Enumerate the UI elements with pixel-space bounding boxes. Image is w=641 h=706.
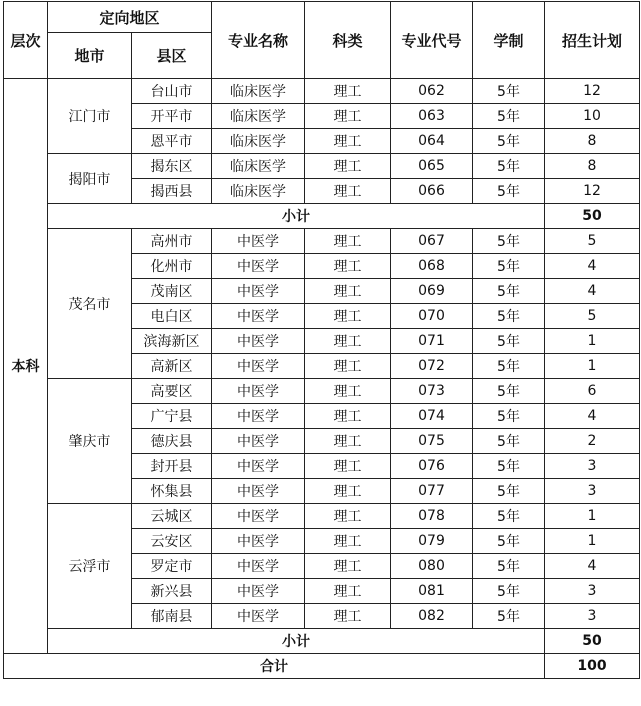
county-cell: 茂南区 <box>132 279 212 304</box>
category-cell: 理工 <box>305 504 391 529</box>
subtotal-row <box>4 204 640 229</box>
header-duration: 学制 <box>473 2 545 79</box>
major-cell: 中医学 <box>212 279 305 304</box>
header-major-code: 专业代号 <box>391 2 473 79</box>
county-cell: 高州市 <box>132 229 212 254</box>
code-cell: 068 <box>391 254 473 279</box>
major-cell: 中医学 <box>212 429 305 454</box>
county-cell: 高要区 <box>132 379 212 404</box>
category-cell: 理工 <box>305 154 391 179</box>
county-cell: 恩平市 <box>132 129 212 154</box>
table-body <box>4 79 640 679</box>
header-plan: 招生计划 <box>545 2 640 79</box>
major-cell: 中医学 <box>212 529 305 554</box>
code-cell: 081 <box>391 579 473 604</box>
duration-cell: 5年 <box>473 304 545 329</box>
category-cell: 理工 <box>305 429 391 454</box>
county-cell: 云城区 <box>132 504 212 529</box>
table-header <box>4 2 640 79</box>
category-cell: 理工 <box>305 329 391 354</box>
category-cell: 理工 <box>305 129 391 154</box>
major-cell: 中医学 <box>212 229 305 254</box>
code-cell: 080 <box>391 554 473 579</box>
county-cell: 新兴县 <box>132 579 212 604</box>
duration-cell: 5年 <box>473 254 545 279</box>
duration-cell: 5年 <box>473 604 545 629</box>
plan-cell: 4 <box>545 404 640 429</box>
category-cell: 理工 <box>305 304 391 329</box>
plan-cell: 6 <box>545 379 640 404</box>
header-county: 县区 <box>132 33 212 79</box>
code-cell: 076 <box>391 454 473 479</box>
county-cell: 封开县 <box>132 454 212 479</box>
code-cell: 064 <box>391 129 473 154</box>
plan-cell: 4 <box>545 279 640 304</box>
code-cell: 078 <box>391 504 473 529</box>
duration-cell: 5年 <box>473 404 545 429</box>
category-cell: 理工 <box>305 404 391 429</box>
county-cell: 罗定市 <box>132 554 212 579</box>
major-cell: 中医学 <box>212 379 305 404</box>
table-row <box>4 79 640 104</box>
header-major-name: 专业名称 <box>212 2 305 79</box>
plan-cell: 12 <box>545 179 640 204</box>
plan-cell: 1 <box>545 529 640 554</box>
county-cell: 滨海新区 <box>132 329 212 354</box>
category-cell: 理工 <box>305 279 391 304</box>
code-cell: 066 <box>391 179 473 204</box>
category-cell: 理工 <box>305 179 391 204</box>
duration-cell: 5年 <box>473 579 545 604</box>
enrollment-plan-table <box>3 1 640 679</box>
city-cell: 揭阳市 <box>48 154 132 204</box>
category-cell: 理工 <box>305 579 391 604</box>
subtotal-value: 50 <box>545 629 640 654</box>
county-cell: 郁南县 <box>132 604 212 629</box>
code-cell: 075 <box>391 429 473 454</box>
code-cell: 063 <box>391 104 473 129</box>
code-cell: 079 <box>391 529 473 554</box>
code-cell: 067 <box>391 229 473 254</box>
city-cell: 肇庆市 <box>48 379 132 504</box>
subtotal-label: 小计 <box>48 204 545 229</box>
header-category: 科类 <box>305 2 391 79</box>
major-cell: 中医学 <box>212 554 305 579</box>
duration-cell: 5年 <box>473 479 545 504</box>
duration-cell: 5年 <box>473 529 545 554</box>
major-cell: 中医学 <box>212 579 305 604</box>
duration-cell: 5年 <box>473 354 545 379</box>
total-row <box>4 654 640 679</box>
category-cell: 理工 <box>305 79 391 104</box>
header-city: 地市 <box>48 33 132 79</box>
plan-cell: 5 <box>545 304 640 329</box>
category-cell: 理工 <box>305 479 391 504</box>
code-cell: 070 <box>391 304 473 329</box>
duration-cell: 5年 <box>473 129 545 154</box>
county-cell: 开平市 <box>132 104 212 129</box>
duration-cell: 5年 <box>473 154 545 179</box>
major-cell: 中医学 <box>212 504 305 529</box>
duration-cell: 5年 <box>473 554 545 579</box>
category-cell: 理工 <box>305 104 391 129</box>
major-cell: 临床医学 <box>212 79 305 104</box>
major-cell: 中医学 <box>212 404 305 429</box>
duration-cell: 5年 <box>473 454 545 479</box>
plan-cell: 3 <box>545 579 640 604</box>
category-cell: 理工 <box>305 254 391 279</box>
plan-cell: 4 <box>545 554 640 579</box>
table-row <box>4 229 640 254</box>
major-cell: 中医学 <box>212 479 305 504</box>
county-cell: 高新区 <box>132 354 212 379</box>
duration-cell: 5年 <box>473 229 545 254</box>
category-cell: 理工 <box>305 229 391 254</box>
plan-cell: 2 <box>545 429 640 454</box>
major-cell: 临床医学 <box>212 104 305 129</box>
major-cell: 中医学 <box>212 254 305 279</box>
table-row <box>4 379 640 404</box>
code-cell: 074 <box>391 404 473 429</box>
plan-cell: 12 <box>545 79 640 104</box>
table-row <box>4 504 640 529</box>
major-cell: 中医学 <box>212 454 305 479</box>
subtotal-row <box>4 629 640 654</box>
major-cell: 临床医学 <box>212 179 305 204</box>
code-cell: 077 <box>391 479 473 504</box>
duration-cell: 5年 <box>473 79 545 104</box>
city-cell: 江门市 <box>48 79 132 154</box>
county-cell: 云安区 <box>132 529 212 554</box>
subtotal-label: 小计 <box>48 629 545 654</box>
code-cell: 062 <box>391 79 473 104</box>
plan-cell: 1 <box>545 354 640 379</box>
duration-cell: 5年 <box>473 329 545 354</box>
major-cell: 中医学 <box>212 354 305 379</box>
major-cell: 中医学 <box>212 604 305 629</box>
county-cell: 电白区 <box>132 304 212 329</box>
county-cell: 台山市 <box>132 79 212 104</box>
code-cell: 065 <box>391 154 473 179</box>
major-cell: 中医学 <box>212 329 305 354</box>
plan-cell: 1 <box>545 329 640 354</box>
subtotal-value: 50 <box>545 204 640 229</box>
category-cell: 理工 <box>305 554 391 579</box>
major-cell: 中医学 <box>212 304 305 329</box>
category-cell: 理工 <box>305 454 391 479</box>
header-level: 层次 <box>4 2 48 79</box>
county-cell: 揭西县 <box>132 179 212 204</box>
county-cell: 德庆县 <box>132 429 212 454</box>
plan-cell: 1 <box>545 504 640 529</box>
category-cell: 理工 <box>305 354 391 379</box>
duration-cell: 5年 <box>473 179 545 204</box>
major-cell: 临床医学 <box>212 129 305 154</box>
code-cell: 082 <box>391 604 473 629</box>
duration-cell: 5年 <box>473 279 545 304</box>
category-cell: 理工 <box>305 529 391 554</box>
plan-cell: 8 <box>545 129 640 154</box>
county-cell: 广宁县 <box>132 404 212 429</box>
plan-cell: 3 <box>545 454 640 479</box>
plan-cell: 3 <box>545 479 640 504</box>
plan-cell: 8 <box>545 154 640 179</box>
plan-cell: 3 <box>545 604 640 629</box>
plan-cell: 4 <box>545 254 640 279</box>
code-cell: 069 <box>391 279 473 304</box>
plan-cell: 10 <box>545 104 640 129</box>
total-value: 100 <box>545 654 640 679</box>
county-cell: 怀集县 <box>132 479 212 504</box>
county-cell: 化州市 <box>132 254 212 279</box>
category-cell: 理工 <box>305 604 391 629</box>
duration-cell: 5年 <box>473 429 545 454</box>
plan-cell: 5 <box>545 229 640 254</box>
category-cell: 理工 <box>305 379 391 404</box>
code-cell: 072 <box>391 354 473 379</box>
code-cell: 071 <box>391 329 473 354</box>
code-cell: 073 <box>391 379 473 404</box>
duration-cell: 5年 <box>473 379 545 404</box>
header-target-region: 定向地区 <box>48 2 212 33</box>
county-cell: 揭东区 <box>132 154 212 179</box>
table-row <box>4 154 640 179</box>
duration-cell: 5年 <box>473 104 545 129</box>
total-label: 合计 <box>4 654 545 679</box>
duration-cell: 5年 <box>473 504 545 529</box>
major-cell: 临床医学 <box>212 154 305 179</box>
city-cell: 云浮市 <box>48 504 132 629</box>
level-cell: 本科 <box>4 79 48 654</box>
city-cell: 茂名市 <box>48 229 132 379</box>
